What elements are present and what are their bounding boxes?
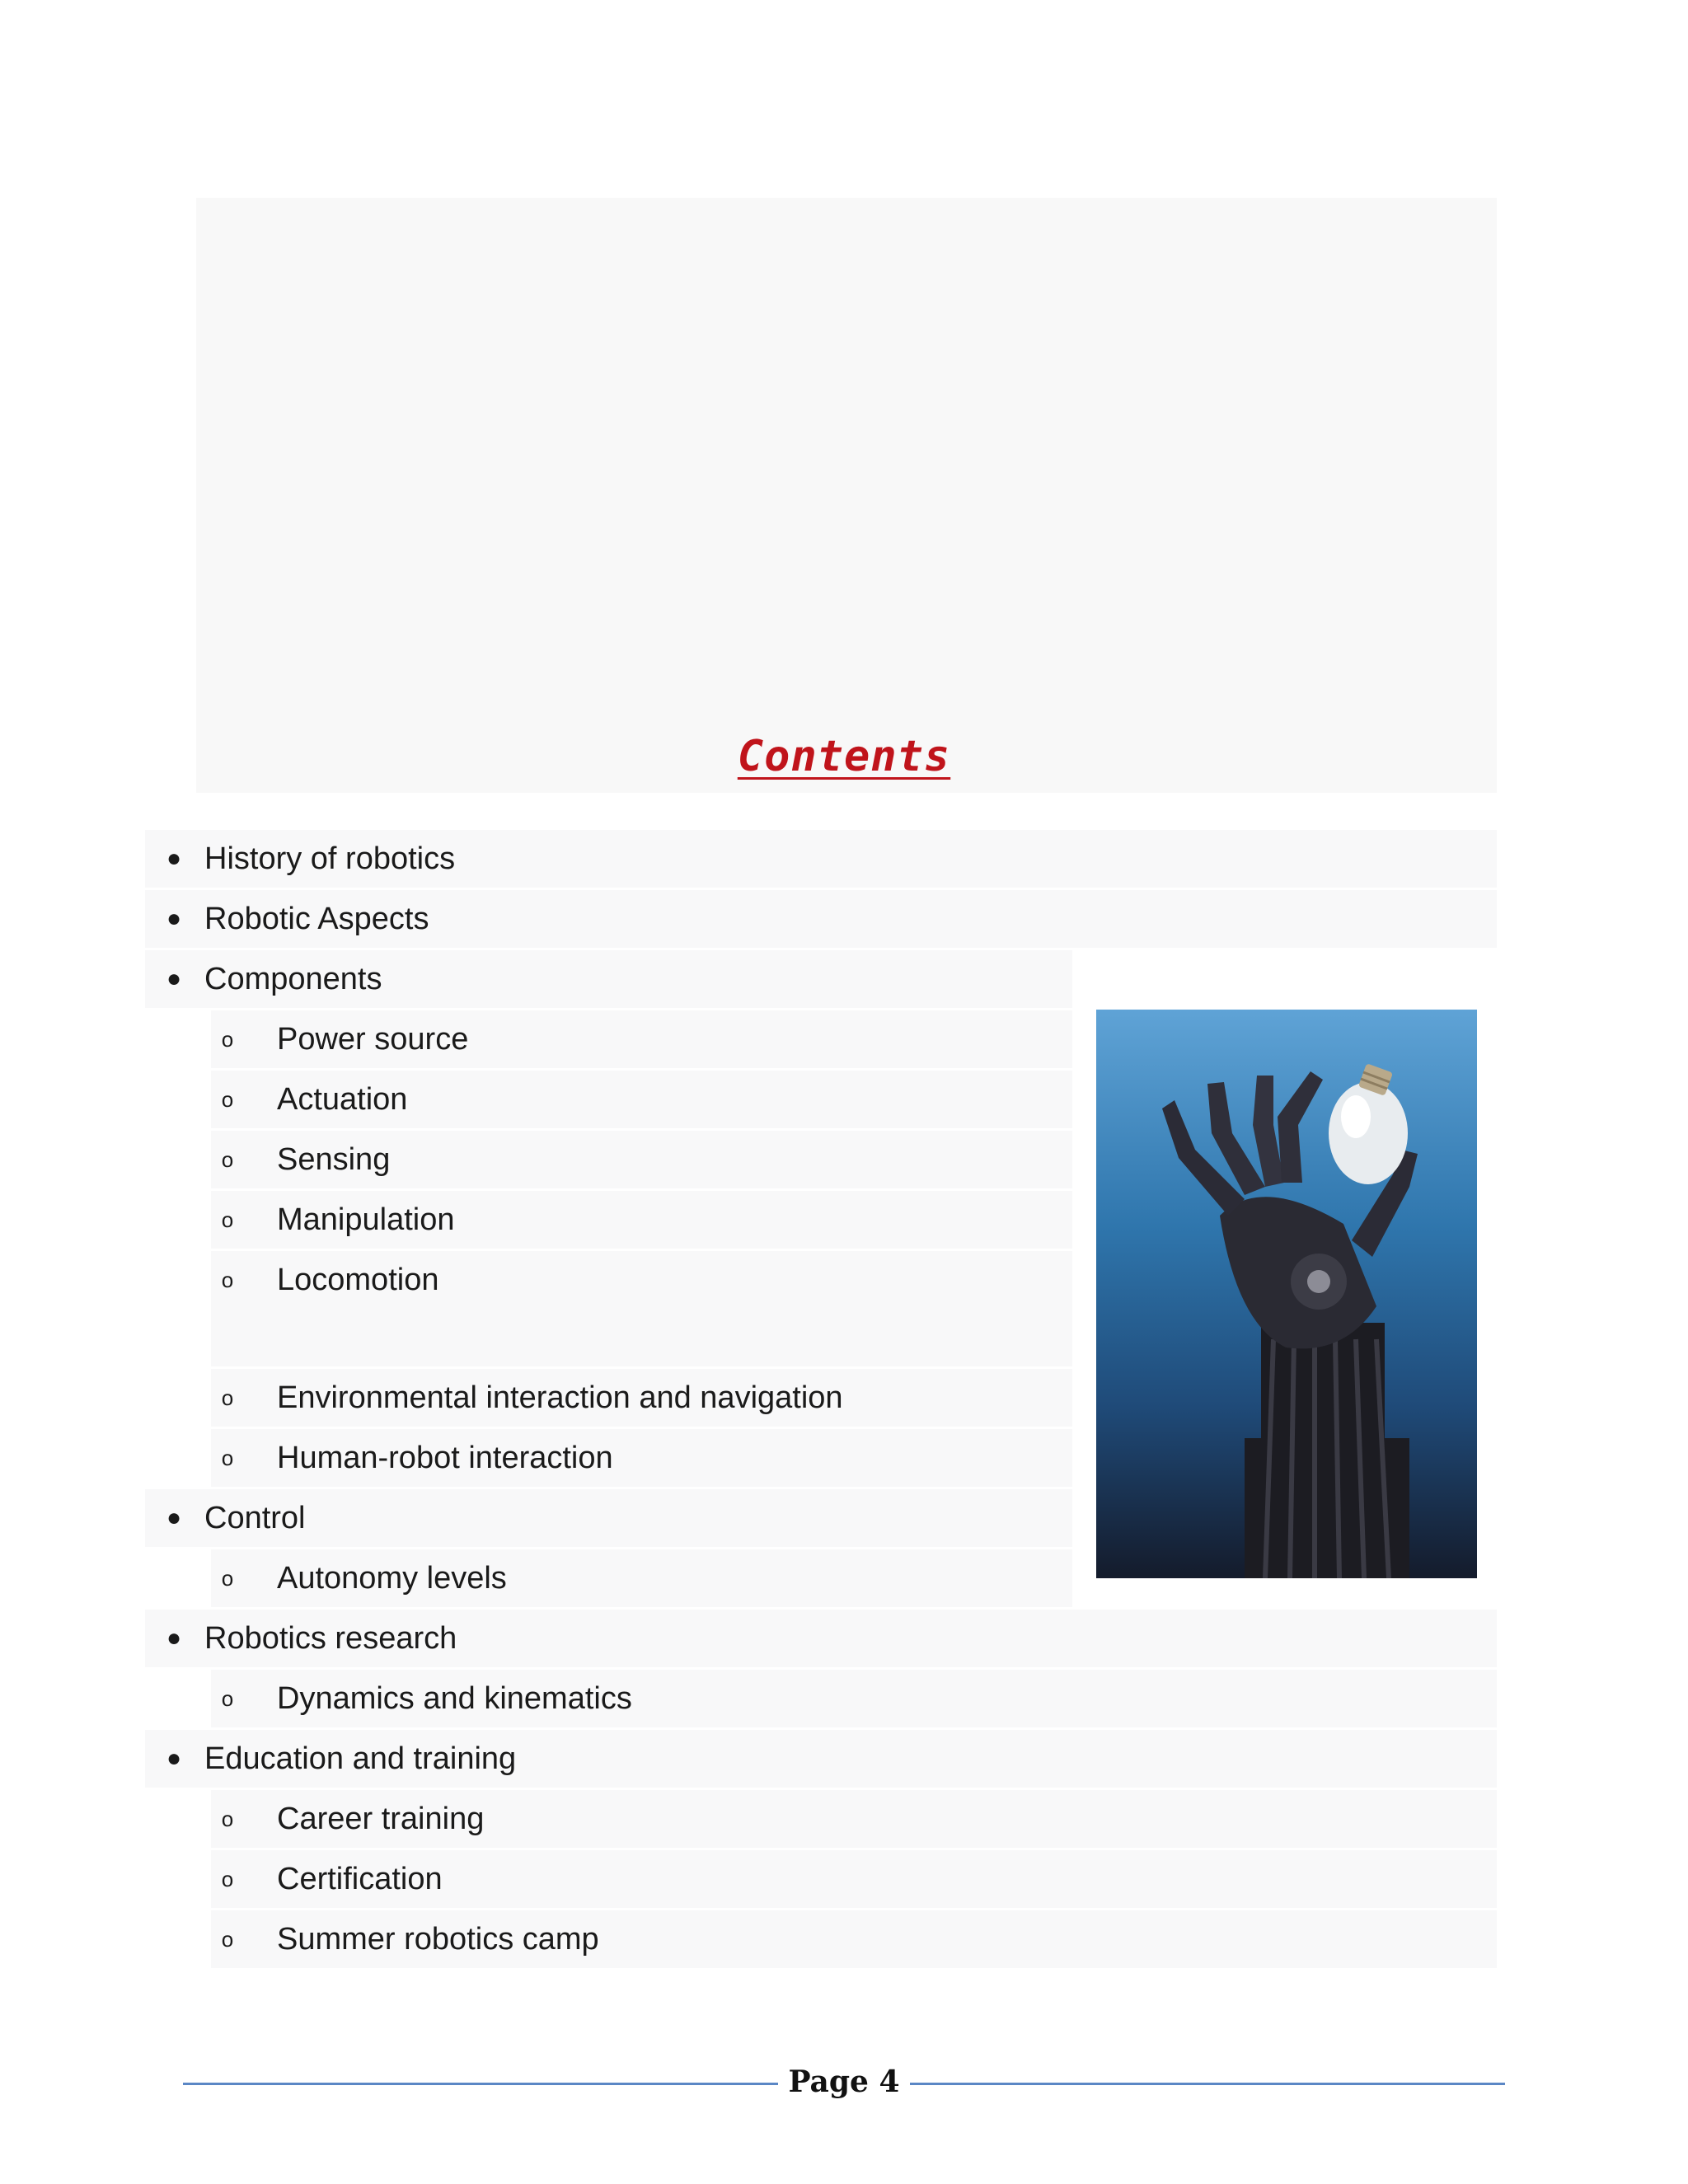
bullet-marker: o	[221, 1927, 234, 1952]
toc-item-label: Components	[204, 962, 382, 996]
toc-subitem[interactable]	[211, 1850, 1497, 1908]
bullet-marker: o	[221, 1207, 234, 1232]
bullet-marker: o	[221, 1385, 234, 1410]
toc-subitem[interactable]	[211, 1131, 1072, 1188]
toc-item-label: Robotic Aspects	[204, 902, 429, 936]
footer-rule-right	[910, 2083, 1505, 2085]
toc-subitem[interactable]	[211, 1549, 1072, 1607]
toc-item-label: Autonomy levels	[277, 1561, 507, 1596]
toc-item-label: Environmental interaction and navigation	[277, 1380, 843, 1415]
toc-item-label: Certification	[277, 1862, 443, 1896]
bullet-marker: o	[221, 1867, 234, 1891]
toc-subitem[interactable]	[211, 1429, 1072, 1487]
toc-item-label: Sensing	[277, 1142, 391, 1177]
header-panel	[196, 198, 1497, 793]
contents-title: Contents	[737, 732, 951, 781]
toc-item-label: Dynamics and kinematics	[277, 1681, 632, 1716]
toc-item[interactable]	[145, 830, 1497, 888]
bullet-marker: ●	[166, 1745, 182, 1772]
toc-item-label: Human-robot interaction	[277, 1441, 613, 1475]
bullet-marker: o	[221, 1268, 234, 1292]
toc-subitem[interactable]	[211, 1010, 1072, 1068]
robot-hand-illustration	[1096, 1010, 1477, 1578]
toc-subitem[interactable]	[211, 1191, 1072, 1249]
bullet-marker: ●	[166, 965, 182, 992]
toc-item-label: Education and training	[204, 1741, 517, 1776]
toc-item[interactable]	[145, 1610, 1497, 1667]
bullet-marker: o	[221, 1147, 234, 1172]
bullet-marker: ●	[166, 905, 182, 932]
toc-item-label: Locomotion	[277, 1263, 439, 1297]
bullet-marker: o	[221, 1686, 234, 1711]
bullet-marker: ●	[166, 1624, 182, 1652]
bullet-marker: o	[221, 1087, 234, 1112]
page-number: Page 4	[788, 2064, 900, 2099]
toc-item-label: Control	[204, 1501, 306, 1535]
toc-item-label: Actuation	[277, 1082, 408, 1117]
bullet-marker: o	[221, 1446, 234, 1470]
toc-subitem[interactable]	[211, 1071, 1072, 1128]
toc-item-label: Robotics research	[204, 1621, 457, 1656]
toc-item-label: Manipulation	[277, 1202, 455, 1237]
bullet-marker: ●	[166, 1504, 182, 1531]
toc-item[interactable]	[145, 890, 1497, 948]
toc-subitem[interactable]	[211, 1910, 1497, 1968]
robot-hand-lightbulb-image	[1096, 1010, 1477, 1578]
toc-item-label: Career training	[277, 1802, 485, 1836]
toc-item[interactable]	[145, 1730, 1497, 1788]
toc-item[interactable]	[145, 1489, 1072, 1547]
toc-subitem[interactable]	[211, 1369, 1072, 1427]
footer-rule-left	[183, 2083, 778, 2085]
toc-item-label: Power source	[277, 1022, 469, 1057]
toc-item[interactable]	[145, 950, 1072, 1008]
bullet-marker: o	[221, 1566, 234, 1591]
toc-subitem[interactable]	[211, 1790, 1497, 1848]
bullet-marker: ●	[166, 845, 182, 872]
toc-item-label: Summer robotics camp	[277, 1922, 599, 1957]
toc-subitem[interactable]	[211, 1670, 1497, 1727]
toc-subitem[interactable]	[211, 1251, 1072, 1366]
toc-item-label: History of robotics	[204, 841, 456, 876]
bullet-marker: o	[221, 1807, 234, 1831]
bullet-marker: o	[221, 1027, 234, 1052]
